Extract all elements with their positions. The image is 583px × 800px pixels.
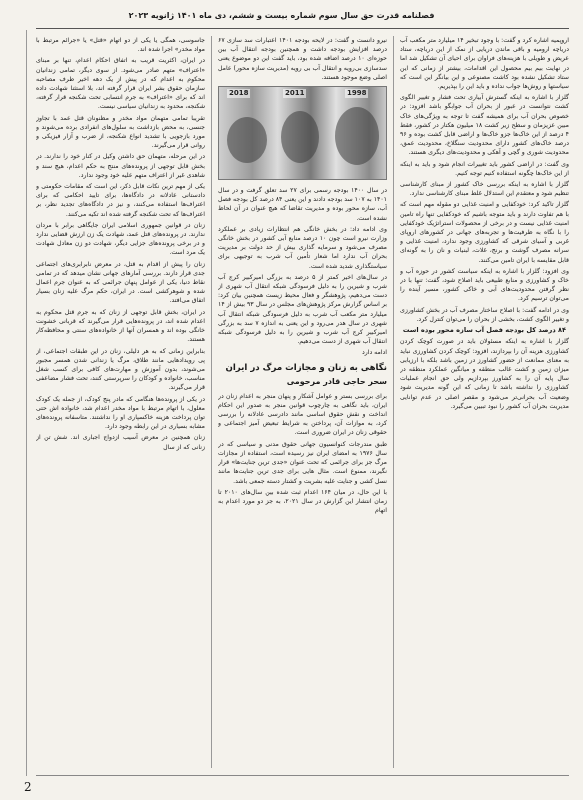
paragraph: بنابراین زمانی که به هر دلیلی، زنان در این طبقات اجتماعی، از پی رویدادهایی مانند طلاق، مرگ یا زندانی شدن همسر مجبور می‌شوند، بدون آموزش و مهارت‌های کافی برای کسب شغل مناسب، خانواده و کودکان را سرپرستی کنند، تحت فشار مضاعفی قرار می‌گیرند. [36, 347, 205, 392]
paragraph: اروپمیه اشاره کرد و گفت: با وجود تبخیر ۱۴ میلیارد متر مکعب آب دریاچه ارومیه و باقی ماندن دریایی از نمک از این دریاچه، ستاد عریض و طویلی با هزینه‌های فراوان برای احیای آن تشکیل شد اما در نهایت بیم بیم محصول این اقدامات، بیشتر از زمانی که این ستاد تشکیل نشده بود کاشت مصنوعی و این بیانگر این است که سیاستها و روش‌ها جواب نداده و باید این را بپذیریم. [400, 37, 569, 91]
page-header: فصلنامه قدرت حق سال سوم شماره بیست و ششم، دی ماه ۱۴۰۱ ژانویه ۲۰۲۳ [128, 10, 435, 20]
paragraph: زنان را پیش از اقدام به قتل، در معرض نابرابری‌های اجتماعی جدی قرار دارند. بررسی آمارهای جهانی نشان میدهد که در تمامی نقاط دنیا، یکی از عوامل پنهان جرائمی که به عنوان جرم اعمال شده و شوهرکشی است. در ایران، حکم مرگ علیه زنان بسیار اتفاق می‌افتد. [36, 260, 205, 305]
column-divider [393, 36, 394, 768]
text-columns [36, 36, 569, 768]
paragraph: در سال ۱۴۰۰ بودجه رسمی برای ۲۷ سد تعلق گرفت و در سال ۱۴۰۱ به ۱۰۷ سد بودجه دادند و این یعنی ۸۴ درصد کل بودجه فصل آب، سازه محور بوده و مدیریت تقاضا که هیچ عنوان در آن لحاظ نشده است. [218, 187, 387, 222]
paragraph: زنان در قوانین جمهوری اسلامی ایران جایگاهی برابر با مردان ندارند. در پرونده‌های قتل عمد، شهادت یک زن ارزش قضایی ندارد و در برخی پرونده‌های جزایی دیگر، شهادت دو زن معادل شهادت یک مرد است. [36, 221, 205, 257]
paragraph: در سال‌های اخیر کمتر از ۵ درصد به بزرگی امیرکبیر کرج آب شرب و شیرین را به دلیل فرسودگی شبکه انتقال آب شهری از دست می‌دهیم، پژوهشگر و فعال محیط زیست همچنین بیان کرد: بر اساس گزارش مرکز پژوهش‌های مجلس در سال ۹۳ بیش از ۱۴ میلیارد متر مکعب آب شرب به دلیل فرسودگی شبکه انتقال آب شهری در سال هدر می‌رود و این یعنی به اندازه ۷ سد به بزرگی امیرکبیر کرج آب شرب و شیرین را به دلیل فرسودگی شبکه انتقال آب شهری از دست می‌دهیم. [218, 273, 387, 346]
header-divider [36, 28, 569, 29]
paragraph: در این مرحله، متهمان حق داشتن وکیل در کنار خود را ندارند. در بخش قابل توجهی از پرونده‌های منتج به حکم اعدام، هیچ سند و شاهدی غیر از اعتراف متهم علیه خود وجود ندارد. [36, 153, 205, 179]
paragraph: در ایران، اکثریت قریب به اتفاق احکام اعدام، تنها بر مبنای «اعتراف» متهم صادر می‌شود. از سوی دیگر، تمامی زندانیان محکوم به اعدام که در پیش از یک دهه اخیر طرف مصاحبه سازمان حقوق بشر ایران قرار گرفته اند، بلا استثنا شهادت داده اند که برای «اعتراف» به جرم انتسابی تحت شکنجه قرار گرفته، شکنجه، محدود به زندانیان سیاسی نیست. [36, 57, 205, 111]
paragraph: نیرو دانست و گفت: در لایحه بودجه ۱۴۰۱ اعتبارات سد سازی ۶۷ درصد افزایش بودجه داشت و همچنین بودجه انتقال آب بین حوزه‌ای ۱۰ درصد اضافه شده بود، باید گفت این دو موضوع یعنی سدسازی بی‌رویه و انتقال آب بی رویه (مدیریت سازه محور) عامل اصلی وضع موجود هستند. [218, 37, 387, 81]
continued-note: ادامه دارد [361, 349, 387, 357]
article-title: نگاهی به زنان و مجازات مرگ در ایران [225, 362, 387, 373]
paragraph: وی در ادامه گفت: با اصلاح ساختار مصرف آب در بخش کشاورزی و تغییر الگوی کشت، بخشی از بحران را می‌توان کنترل کرد. [400, 306, 569, 323]
satellite-photo [218, 86, 387, 180]
section-subheading: ۸۴ درصد کل بودجه فصل آب سازه محور بوده است [402, 326, 567, 335]
binding-margin-line [26, 30, 27, 776]
paragraph: یکی از مهم ترین نکات قابل ذکر، این است که مقامات حکومتی و دادستانی عادلانه در دادگاه‌ها، برای تایید احکامی که برای اعتراف‌ها استفاده می‌کنند، و نیز در دادگاه‌های تجدید نظر، بر اعتراف‌ها که تحت شکنجه گرفته شده اند تکیه می‌کنند. [36, 183, 205, 218]
lake-shape [335, 107, 379, 165]
lake-shape [281, 111, 319, 163]
paragraph: گلزار تاکید کرد: خودکفایی و امنیت غذایی دو مقوله مهم است که با هم تفاوت دارند و باید متوجه باشیم که خودکفایی تنها راه تامین امنیت غذایی نیست و در برخی از محصولات استراتژیک خودکفایی را با نگاه به ظرفیت‌ها و تجربه‌های جهانی در کشورهای اروپای غربی و آسیای شرقی که کشاورزی وجود ندارد، امنیت غذایی و سرانه مصرف گوشت و برنج، غلات، لبنیات و نان را به گونه‌ای قابل مقایسه با ایران تامین می‌کنند. [400, 201, 569, 264]
column-3 [36, 36, 205, 768]
page-number: 2 [24, 780, 32, 794]
paragraph: تقریبا تمامی متهمان مواد مخدر و مظنونان قتل عمد با تجاوز جنسی، به محض بازداشت به سلول‌های انفرادی برده می‌شوند و مورد بازجویی با تشدید انواع شکنجه، از ضرب و آزار فیزیکی و روانی قرار می‌گیرند. [36, 114, 205, 150]
column-divider [211, 36, 212, 768]
footer-divider [36, 775, 569, 776]
photo-year-label: 1998 [347, 89, 367, 98]
paragraph: جاسوسی، همگی یا یکی از دو اتهام «قتل» یا «جرائم مرتبط با مواد مخدر» اجرا شده اند. [36, 37, 205, 54]
paragraph: زنان همچنین در معرض آسیب ازدواج اجباری اند. شش تن از زنانی که از سال [36, 434, 205, 451]
photo-year-label: 2018 [229, 89, 249, 98]
paragraph: گلزار با اشاره به اینکه مسئولان باید در صورت کوچک کردن کشاورزی هزینه آن را بپردازند، افزود: کوچک کردن کشاورزی نباید به معنای ممانعت از حضور کشاورز در زمین باشد بلکه با ارزیابی میزان زمین و کشت غالب منطقه و میانگین عملکرد منطقه در سال پایه آن را به کشاورز بپردازیم ولی حق انجام عملیات کشاورزی را نداشته باشد تا زمانی که این گونه مدیریت شود وضعیت آب بحرانی‌تر می‌شود و مقصر اصلی در عدم توانایی مدیریت بحران آب کشور را نبود تبیین می‌گیرد. [400, 338, 569, 410]
paragraph: برای بررسی بستر و عوامل آشکار و پنهان منجر به اعدام زنان در ایران، باید نگاهی به چارچوب قوانین منجر به صدور این احکام انداخت و نقش حقوق اساسی مانند دادرسی عادلانه را بررسی کرد، به موازات آن، پرداختن به شرایط تبعیض آمیز اجتماعی و حقوقی زنان در ایران ضروری است. [218, 392, 387, 437]
paragraph: وی افزود: گلزار با اشاره به اینکه سیاست کشور در حوزه آب و خاک و کشاورزی و منابع طبیعی باید اصلاح شود، گفت: تنها با در نظر گرفتن محدودیت‌های آبی و خاکی کشور، مسیر آینده را می‌توان ترسیم کرد. [400, 267, 569, 303]
photo-year-label: 2011 [285, 89, 305, 98]
column-1 [400, 36, 569, 768]
lake-shape [227, 117, 267, 163]
paragraph: با این حال، در میان ۱۶۴ اعدام ثبت شده بین سال‌های ۲۰۱۰ تا زمان انتشار این گزارش در سال ۲۰۲۱، به جز دو مورد اعدام به اتهام [218, 488, 387, 515]
paragraph: گلزار با اشاره به اینکه بررسی خاک کشور از مبنای کارشناسی تنظیم شود و معتقدم این استدلال غلط مبنای کارشناسی ندارد. [400, 181, 569, 198]
paragraph: در ایران، بخش قابل توجهی از زنان که به جرم قتل محکوم به اعدام شده اند، در پرونده‌هایی قرار می‌گیرند که قربانی خشونت خانگی بوده اند و همسران آنها از خانواده‌های سنتی و محافظه‌کار هستند. [36, 308, 205, 344]
paragraph: در یکی از پرونده‌ها هنگامی که مادر پنج کودک، از جمله یک کودک معلول، با اتهام مرتبط با مواد مخدر اعدام شد، خانواده اش حتی توان پرداخت هزینه خاکسپاری او را نداشتند. متاسفانه پرونده‌های مشابه بسیاری در این رابطه وجود دارد. [36, 395, 205, 431]
paragraph: گلزار با اشاره به اینکه گسترش آبیاری تحت فشار و تغییر الگوی کشت نتوانست در عبور از بحران آب جوابگو باشد افزود: در خصوص بحران آب برای همیشه گفت تا توجه به ویژگی‌های خاک مبین عزیزمان و سطح زیر کشت ۱۸ میلیون هکتار در کشور، فقط ۴ درصد از این خاک‌ها جزو خاک‌ها و اراضی قابل کشت بوده و ۹۶ درصد خاک‌های کشور دارای محدودیت سنگلاخ، محدودیت عمق، محدودیت شوری و گچی و آهکی و محدودیت‌های دیگری هستند. [400, 94, 569, 157]
paragraph: وی گفت: در اراضی کشور باید تغییرات انجام شود و باید به اینکه از این خاک‌ها چگونه استفاده کنیم توجه کنیم. [400, 160, 569, 177]
article-author: سحر حاجی قادر مرحومی [286, 376, 387, 386]
paragraph: وی ادامه داد: در بخش خانگی هم انتظارات زیادی بر عملکرد وزارت نیرو است چون ۱۰ درصد منابع آبی کشور در بخش خانگی مصرف می‌شود و سرمایه گذاری بیش از حد دولت بر مدیریت بحران آب ندارد اما شعار تأمین آب شرب به توجیهی برای سیاستگذاری شدید شده است. [218, 225, 387, 270]
paragraph: طبق مندرجات کنوانسیون جهانی حقوق مدنی و سیاسی که در سال ۱۹۷۶ به امضای ایران نیز رسیده است، استفاده از مجازات مرگ جز برای جرائمی که تحت عنوان «جدی ترین جنایت‌ها» قرار نگیرند، ممنوع است. مثال هایی برای جدی ترین جنایت‌ها مانند نسل کشی و جنایت علیه بشریت و کشتار دسته جمعی باشد. [218, 440, 387, 485]
column-2 [218, 36, 387, 768]
